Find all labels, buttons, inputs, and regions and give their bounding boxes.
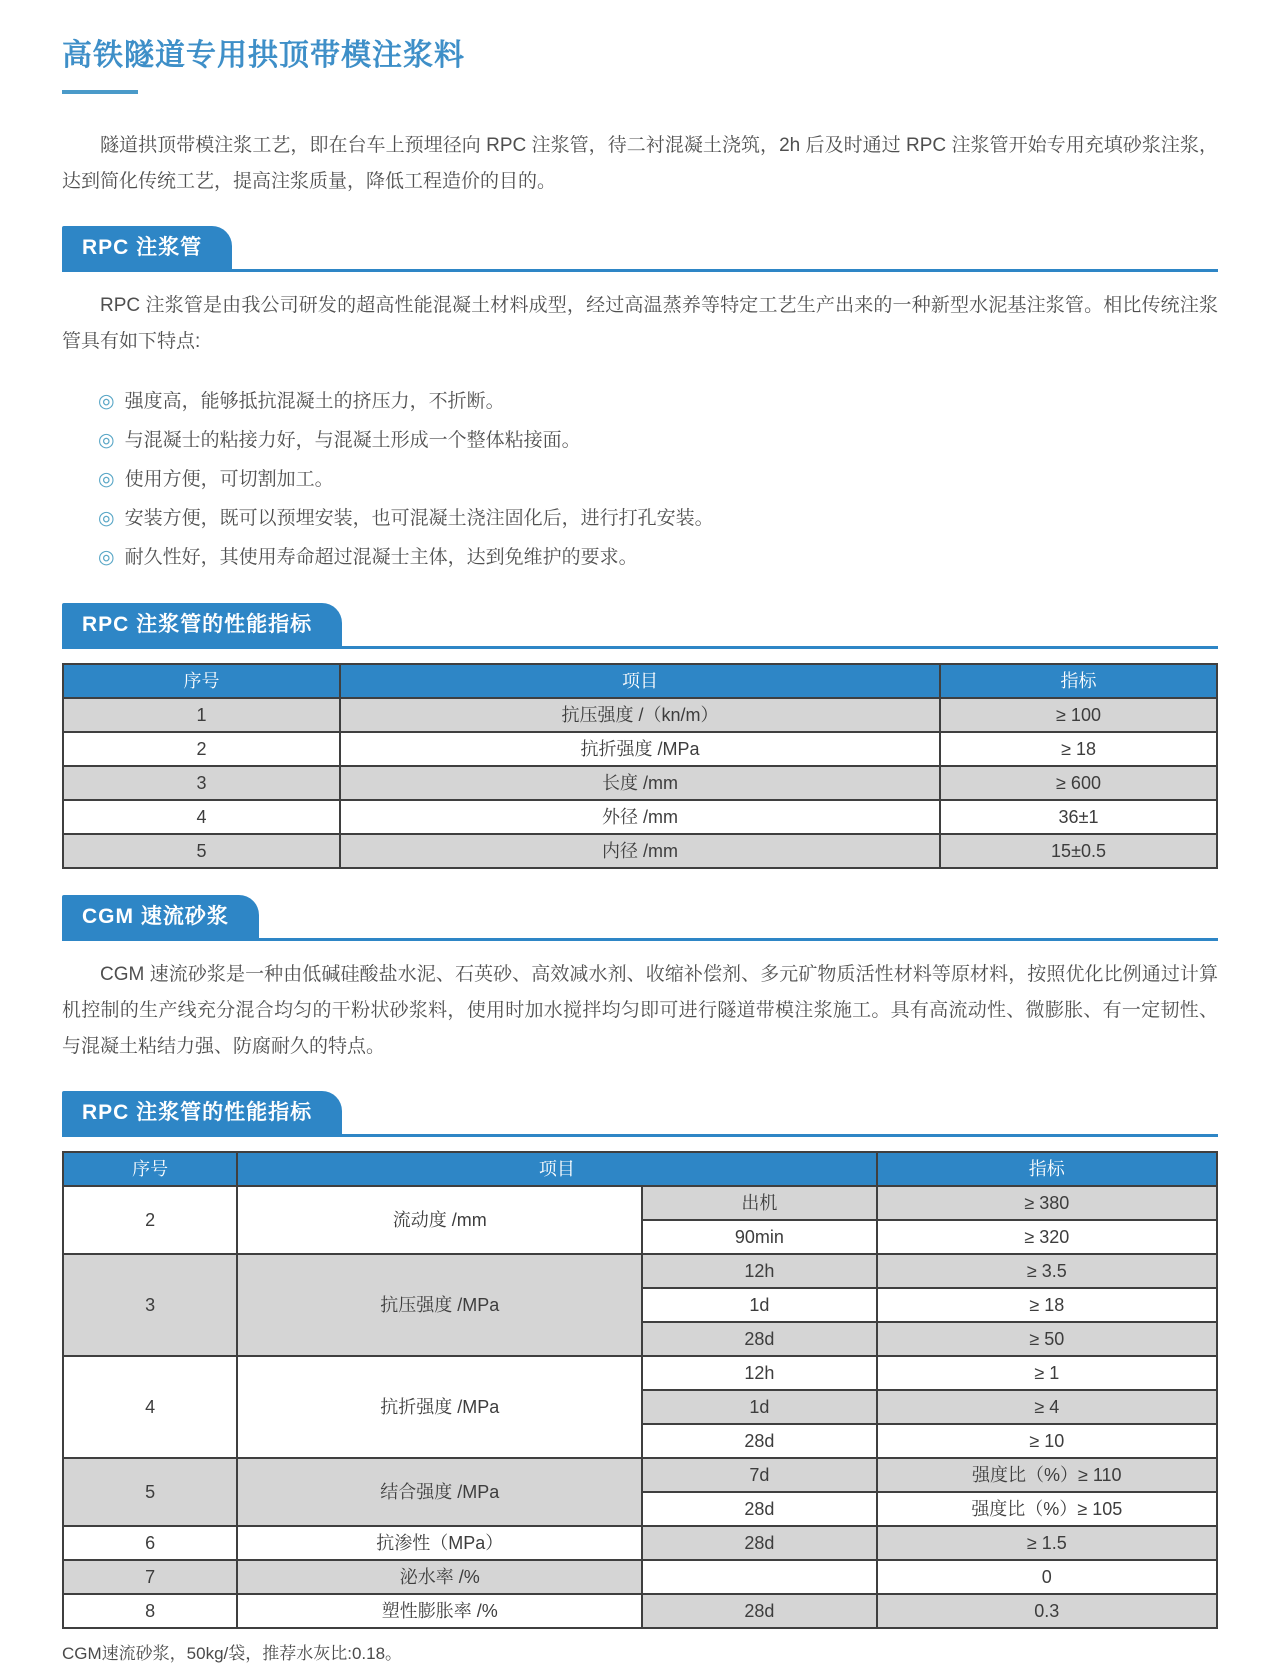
bullet-icon: ◎ [98,391,115,412]
cell-condition: 28d [642,1424,876,1458]
cell-spec: ≥ 600 [940,766,1217,800]
cell-condition: 1d [642,1288,876,1322]
cell-spec: 0 [877,1560,1217,1594]
table-header-row [63,1152,1217,1186]
rpc-spec-table [62,663,1218,869]
cell-item: 抗渗性（MPa） [237,1526,642,1560]
table-row [63,1356,1217,1390]
feature-list-item: ◎ 耐久性好，其使用寿命超过混凝士主体，达到免维护的要求。 [98,547,638,568]
cell-condition [642,1560,876,1594]
cell-spec: ≥ 100 [940,698,1217,732]
column-header-spec: 指标 [940,664,1217,698]
cell-item: 结合强度 /MPa [237,1458,642,1526]
table-row [63,834,1217,868]
table-row [63,1560,1217,1594]
cgm-footnote: CGM速流砂浆，50kg/袋，推荐水灰比:0.18。 [62,1644,403,1663]
cell-condition: 28d [642,1492,876,1526]
bullet-icon: ◎ [98,547,115,568]
cell-item: 抗压强度 /（kn/m） [340,698,940,732]
cell-spec: ≥ 320 [877,1220,1217,1254]
cell-condition: 28d [642,1322,876,1356]
cell-item: 抗折强度 /MPa [340,732,940,766]
cell-spec: 36±1 [940,800,1217,834]
cell-item: 内径 /mm [340,834,940,868]
cell-condition: 7d [642,1458,876,1492]
cell-spec: ≥ 18 [940,732,1217,766]
table-row [63,1186,1217,1220]
cell-item: 流动度 /mm [237,1186,642,1254]
column-header-item: 项目 [340,664,940,698]
cell-spec: 强度比（%）≥ 105 [877,1492,1217,1526]
cell-condition: 28d [642,1526,876,1560]
table-row [63,732,1217,766]
cgm-paragraph: CGM 速流砂浆是一种由低碱硅酸盐水泥、石英砂、高效减水剂、收缩补偿剂、多元矿物质活性材料等原材料，按照优化比例通过计算机控制的生产线充分混合均匀的干粉状砂浆料，使用时加水搅拌均匀即可进行隧道带模注浆施工。具有高流动性、微膨胀、有一定韧性、与混凝土粘结力强、防腐耐久的特点。 [62,964,1218,1057]
cell-spec: ≥ 1 [877,1356,1217,1390]
column-header-no: 序号 [63,664,340,698]
cell-no: 2 [63,732,340,766]
cell-no: 7 [63,1560,237,1594]
table-header-row [63,664,1217,698]
column-header-no: 序号 [63,1152,237,1186]
table-row [63,1526,1217,1560]
bullet-icon: ◎ [98,469,115,490]
table-row [63,1458,1217,1492]
cell-condition: 1d [642,1390,876,1424]
section-header-cgm-specs [62,1091,1218,1137]
cell-no: 3 [63,766,340,800]
cell-no: 8 [63,1594,237,1628]
cell-spec: ≥ 1.5 [877,1526,1217,1560]
cell-condition: 90min [642,1220,876,1254]
cell-spec: ≥ 50 [877,1322,1217,1356]
section-header-rpc-pipe [62,226,1218,272]
cell-item: 泌水率 /% [237,1560,642,1594]
cell-no: 5 [63,1458,237,1526]
cell-spec: 强度比（%）≥ 110 [877,1458,1217,1492]
title-underline-decoration [62,90,138,94]
bullet-icon: ◎ [98,430,115,451]
feature-list-item: ◎ 强度高，能够抵抗混凝土的挤压力，不折断。 [98,391,505,412]
page-title: 高铁隧道专用拱顶带模注浆料 [62,39,465,72]
section-header-rpc-specs [62,603,1218,649]
cell-item: 长度 /mm [340,766,940,800]
rpc-paragraph: RPC 注浆管是由我公司研发的超高性能混凝土材料成型，经过高温蒸养等特定工艺生产出来的一种新型水泥基注浆管。相比传统注浆管具有如下特点: [62,295,1218,352]
cell-no: 2 [63,1186,237,1254]
table-row [63,1254,1217,1288]
cell-no: 4 [63,800,340,834]
intro-paragraph: 隧道拱顶带模注浆工艺，即在台车上预埋径向 RPC 注浆管，待二衬混凝土浇筑，2h 后及时通过 RPC 注浆管开始专用充填砂浆注浆，达到简化传统工艺，提高注浆质量，降低工程造价的目的。 [62,135,1218,192]
table-row [63,800,1217,834]
section-badge-cgm-specs: RPC 注浆管的性能指标 [62,1091,342,1134]
section-header-cgm [62,895,1218,941]
cell-condition: 12h [642,1254,876,1288]
feature-list-item: ◎ 安装方便，既可以预埋安装，也可混凝土浇注固化后，进行打孔安装。 [98,508,714,529]
section-badge-rpc-specs: RPC 注浆管的性能指标 [62,603,342,646]
bullet-icon: ◎ [98,508,115,529]
cell-no: 3 [63,1254,237,1356]
cell-no: 6 [63,1526,237,1560]
cgm-spec-table [62,1151,1218,1629]
cell-no: 5 [63,834,340,868]
column-header-spec: 指标 [877,1152,1217,1186]
cell-no: 4 [63,1356,237,1458]
table-row [63,698,1217,732]
cell-condition: 28d [642,1594,876,1628]
rpc-feature-list [62,382,1218,577]
table-row [63,766,1217,800]
cell-spec: ≥ 4 [877,1390,1217,1424]
section-badge-cgm: CGM 速流砂浆 [62,895,259,938]
cell-spec: ≥ 10 [877,1424,1217,1458]
cell-item: 抗折强度 /MPa [237,1356,642,1458]
cell-spec: 15±0.5 [940,834,1217,868]
feature-list-item: ◎ 与混凝士的粘接力好，与混凝土形成一个整体粘接面。 [98,430,581,451]
column-header-item: 项目 [237,1152,876,1186]
cell-spec: ≥ 3.5 [877,1254,1217,1288]
cell-condition: 出机 [642,1186,876,1220]
table-row [63,1594,1217,1628]
cell-item: 塑性膨胀率 /% [237,1594,642,1628]
feature-list-item: ◎ 使用方便，可切割加工。 [98,469,334,490]
cell-spec: 0.3 [877,1594,1217,1628]
cell-condition: 12h [642,1356,876,1390]
cell-no: 1 [63,698,340,732]
cell-spec: ≥ 18 [877,1288,1217,1322]
cell-spec: ≥ 380 [877,1186,1217,1220]
cell-item: 抗压强度 /MPa [237,1254,642,1356]
section-badge-rpc-pipe: RPC 注浆管 [62,226,232,269]
cell-item: 外径 /mm [340,800,940,834]
